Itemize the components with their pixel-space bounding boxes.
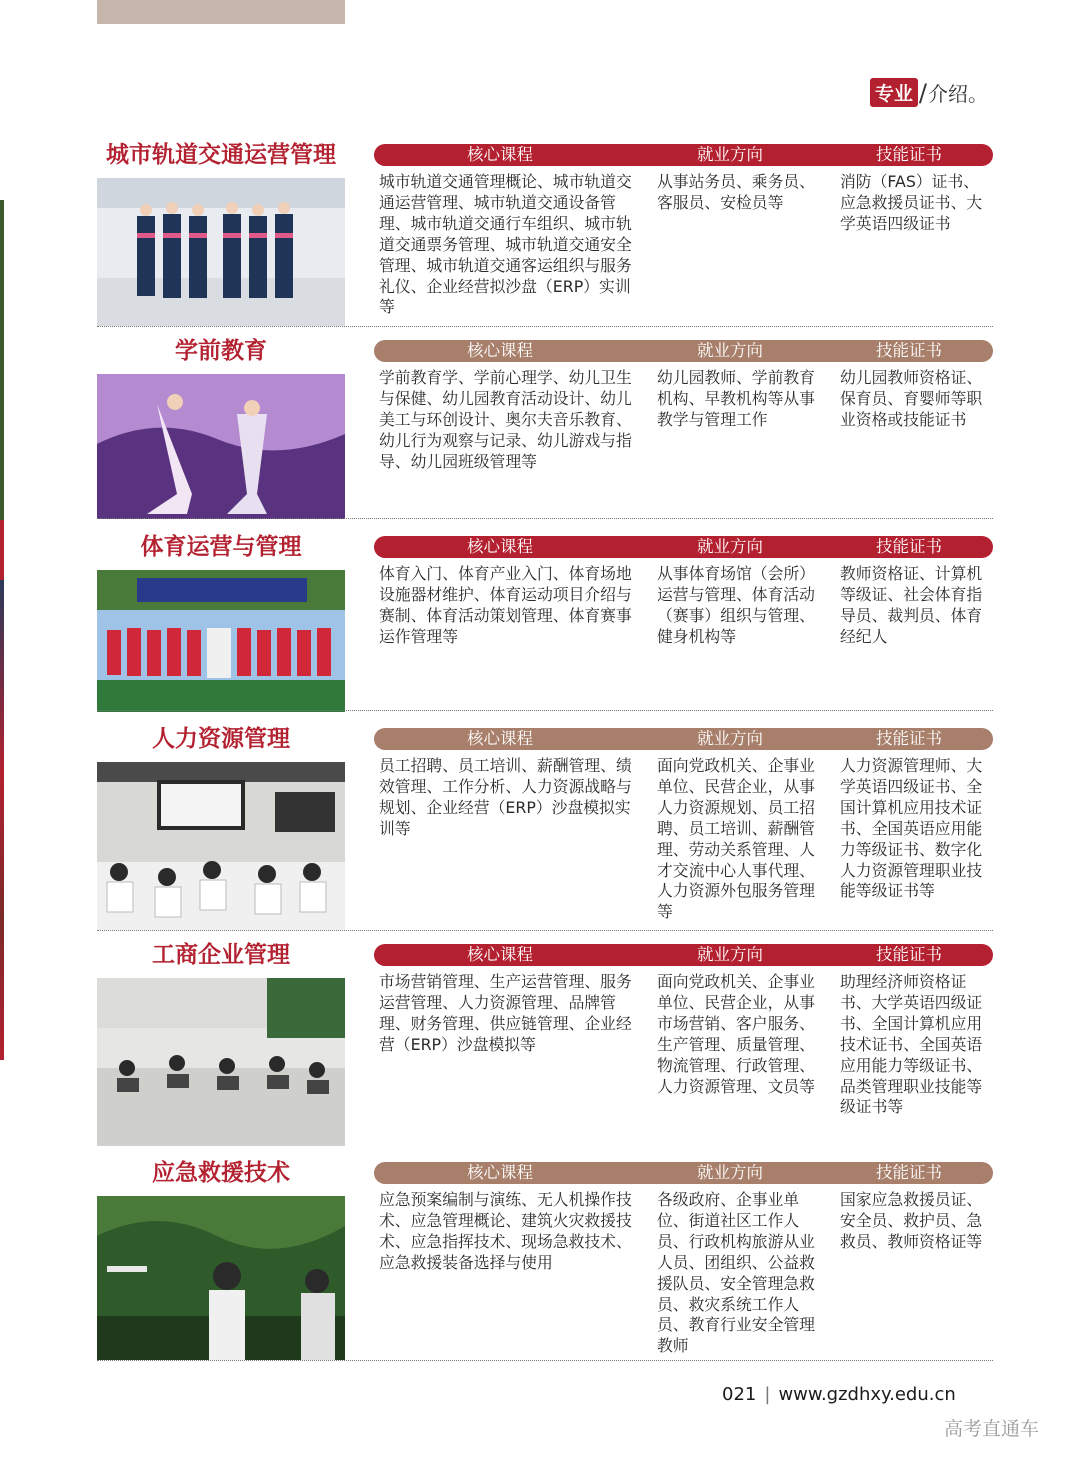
page-number: 021 [722, 1384, 757, 1405]
certs-text: 教师资格证、计算机等级证、社会体育指导员、裁判员、体育经纪人 [840, 564, 983, 646]
major-section [97, 1158, 993, 1368]
major-section [97, 532, 993, 717]
courses-text: 员工招聘、员工培训、薪酬管理、绩效管理、工作分析、人力资源战略与规划、企业经营（ERP）沙盘模拟实训等 [379, 756, 632, 838]
certs-header: 技能证书 [876, 537, 942, 556]
sports-photo-illustration [97, 570, 345, 712]
careers-text: 从事站务员、乘务员、客服员、安检员等 [657, 172, 815, 212]
careers-text: 幼儿园教师、学前教育机构、早教机构等从事教学与管理工作 [657, 368, 815, 429]
careers-header: 就业方向 [697, 945, 763, 964]
careers-header: 就业方向 [697, 341, 763, 360]
certs-text: 助理经济师资格证书、大学英语四级证书、全国计算机应用技术证书、全国英语应用能力等级证书、品类管理职业技能等级证书等 [840, 972, 983, 1117]
top-tab-decoration [97, 0, 345, 24]
major-title: 应急救援技术 [152, 1160, 290, 1186]
section-divider [97, 930, 993, 931]
major-section [97, 940, 993, 1155]
major-section [97, 140, 993, 340]
major-photo [97, 762, 345, 930]
careers-text: 从事体育场馆（会所）运营与管理、体育活动（赛事）组织与管理、健身机构等 [657, 564, 815, 646]
major-photo [97, 978, 345, 1146]
courses-text: 体育入门、体育产业入门、体育场地设施器材维护、体育运动项目介绍与赛制、体育活动策划管理、体育赛事运作管理等 [379, 564, 632, 646]
section-divider [97, 1360, 993, 1361]
side-strip-mixed [0, 580, 4, 1060]
major-title: 体育运营与管理 [140, 534, 302, 560]
computer-lab-photo-illustration [97, 978, 345, 1146]
major-title: 学前教育 [175, 338, 267, 364]
certs-text: 幼儿园教师资格证、保育员、育婴师等职业资格或技能证书 [840, 368, 983, 429]
courses-text: 市场营销管理、生产运营管理、服务运营管理、人力资源管理、品牌管理、财务管理、供应链管理、企业经营（ERP）沙盘模拟等 [379, 972, 632, 1054]
dance-photo-illustration [97, 374, 345, 519]
careers-text: 面向党政机关、企事业单位、民营企业，从事市场营销、客户服务、生产管理、质量管理、物流管理、行政管理、人力资源管理、文员等 [657, 972, 815, 1096]
section-divider [97, 518, 993, 519]
column-header-bar [374, 144, 993, 166]
column-header-bar [374, 944, 993, 966]
major-title: 工商企业管理 [152, 942, 290, 968]
major-title: 人力资源管理 [152, 726, 290, 752]
major-section [97, 724, 993, 934]
certs-header: 技能证书 [876, 145, 942, 164]
major-photo [97, 178, 345, 326]
courses-text: 城市轨道交通管理概论、城市轨道交通运营管理、城市轨道交通设备管理、城市轨道交通行车组织、城市轨道交通票务管理、城市轨道交通安全管理、城市轨道交通客运组织与服务礼仪、企业经营拟沙盘（ERP）实训等 [379, 172, 632, 317]
header-slash: / [918, 78, 927, 107]
careers-text: 各级政府、企事业单位、街道社区工作人员、行政机构旅游从业人员、团组织、公益救援队员、安全管理急救员、救灾系统工作人员、教育行业安全管理教师 [657, 1190, 815, 1356]
careers-header: 就业方向 [697, 1163, 763, 1182]
side-strip-photo [0, 200, 4, 520]
header-highlight: 专业 [870, 78, 918, 107]
column-header-bar [374, 728, 993, 750]
major-photo [97, 1196, 345, 1360]
certs-header: 技能证书 [876, 729, 942, 748]
careers-text: 面向党政机关、企事业单位、民营企业，从事人力资源规划、员工招聘、员工培训、薪酬管理、劳动关系管理、人才交流中心人事代理、人力资源外包服务管理等 [657, 756, 815, 922]
column-header-bar [374, 536, 993, 558]
careers-header: 就业方向 [697, 145, 763, 164]
certs-text: 国家应急救援员证、安全员、救护员、急救员、教师资格证等 [840, 1190, 983, 1251]
header-text: 介绍。 [928, 82, 988, 106]
courses-header: 核心课程 [467, 1163, 533, 1182]
side-strip-red [0, 520, 4, 580]
major-title: 城市轨道交通运营管理 [106, 142, 336, 168]
careers-header: 就业方向 [697, 537, 763, 556]
certs-text: 人力资源管理师、大学英语四级证书、全国计算机应用技术证书、全国英语应用能力等级证书、数字化人力资源管理职业技能等级证书等 [840, 756, 983, 901]
certs-text: 消防（FAS）证书、应急救援员证书、大学英语四级证书 [840, 172, 983, 233]
website-url: www.gzdhxy.edu.cn [778, 1384, 956, 1405]
major-photo [97, 570, 345, 712]
courses-text: 学前教育学、学前心理学、幼儿卫生与保健、幼儿园教育活动设计、幼儿美工与环创设计、奥尔夫音乐教育、幼儿行为观察与记录、幼儿游戏与指导、幼儿园班级管理等 [379, 368, 632, 471]
major-section [97, 336, 993, 526]
careers-header: 就业方向 [697, 729, 763, 748]
staff-photo-illustration [97, 178, 345, 326]
drone-photo-illustration [97, 1196, 345, 1360]
courses-text: 应急预案编制与演练、无人机操作技术、应急管理概论、建筑火灾救援技术、应急指挥技术、现场急救技术、应急救援装备选择与使用 [379, 1190, 632, 1272]
major-photo [97, 374, 345, 519]
column-header-bar [374, 340, 993, 362]
footer-divider: | [764, 1384, 771, 1405]
certs-header: 技能证书 [876, 945, 942, 964]
classroom-photo-illustration [97, 762, 345, 930]
section-divider [97, 710, 993, 711]
courses-header: 核心课程 [467, 145, 533, 164]
section-divider [97, 326, 993, 327]
column-header-bar [374, 1162, 993, 1184]
section-header [870, 78, 988, 107]
watermark: 高考直通车 [944, 1418, 1040, 1440]
certs-header: 技能证书 [876, 1163, 942, 1182]
courses-header: 核心课程 [467, 341, 533, 360]
page-footer [722, 1384, 956, 1405]
courses-header: 核心课程 [467, 945, 533, 964]
courses-header: 核心课程 [467, 729, 533, 748]
courses-header: 核心课程 [467, 537, 533, 556]
certs-header: 技能证书 [876, 341, 942, 360]
